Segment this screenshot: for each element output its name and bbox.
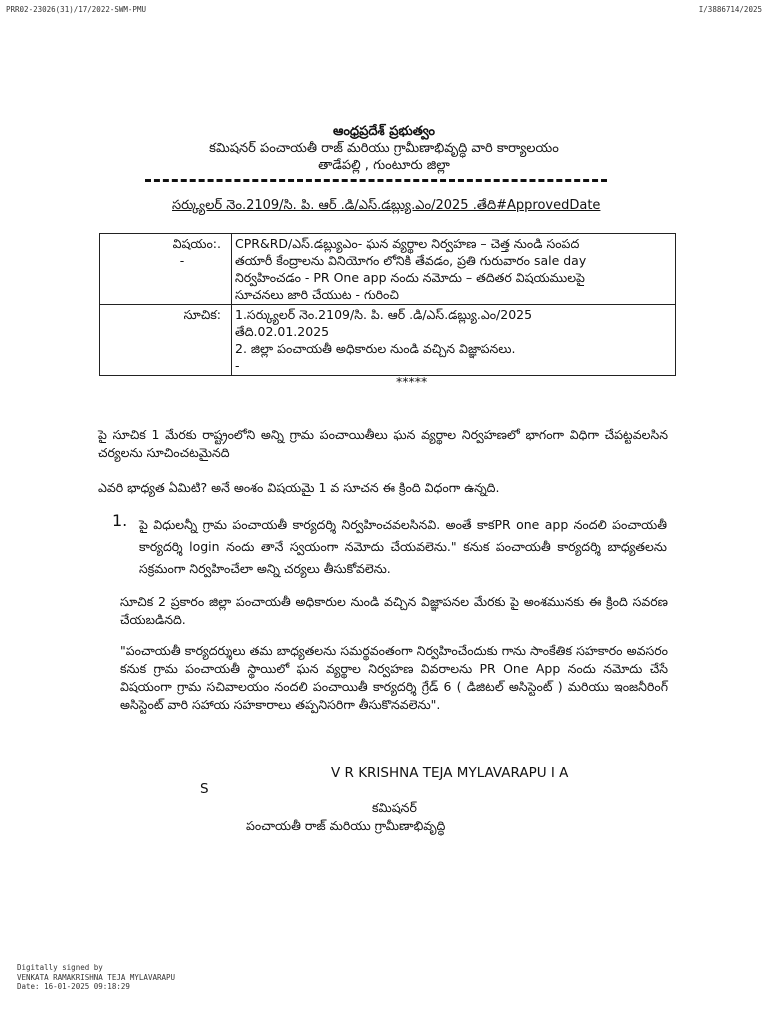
office-location: తాడేపల్లి , గుంటూరు జిల్లా <box>318 158 450 173</box>
header-divider <box>145 179 607 182</box>
digital-signature-name: VENKATA RAMAKRISHNA TEJA MYLAVARAPU <box>17 972 176 982</box>
document-number: I/3886714/2025 <box>698 5 762 14</box>
list-item-text: పై విధులన్నీ గ్రామ పంచాయతీ కార్యదర్శి నిర్వహించవలసినవి. అంతే కాకPR one app నందలి పంచాయతీ కార్యదర్శి login నందు తానే స్వయంగా నమోదు చేయవలెను." కనుక పంచాయతీ కార్యదర్శి బాధ్యతలను సక్రమంగా నిర్వహించేలా అన్ని చర్యలు తీసుకోవలెను. <box>139 517 667 576</box>
government-title: ఆంధ్రప్రదేశ్ ప్రభుత్వం <box>332 124 436 139</box>
digital-signature <box>17 963 175 992</box>
file-reference: PRR02-23026(31)/17/2022-SWM-PMU <box>6 5 146 14</box>
paragraph-4: "పంచాయతీ కార్యదర్శులు తమ బాధ్యతలను సమర్థవంతంగా నిర్వహించేందుకు గాను సాంకేతిక సహకారం అవసరం కనుక గ్రామ పంచాయతీ స్థాయిలో ఘన వ్యర్థాల నిర్వహణ వివరాలను PR One App నందు నమోదు చేసే విషయంగా గ్రామ సచివాలయం నందలి పంచాయితీ కార్యదర్శి గ్రేడ్ 6 ( డిజిటల్ అసిస్టెంట్ ) మరియు ఇంజనీరింగ్ అసిస్టెంట్ వారి సహాయ సహకారాలు తప్పనిసరిగా తీసుకొనవలెను". <box>120 643 668 712</box>
signatory-department: పంచాయతీ రాజ్ మరియు గ్రామీణాభివృద్ధి <box>246 818 446 833</box>
paragraph-1: పై సూచిక 1 మేరకు రాష్ట్రంలోని అన్ని గ్రామ పంచాయితీలు ఘన వ్యర్థాల నిర్వహణలో భాగంగా విధిగా చేపట్టవలసిన చర్యలను సూచించటమైనది <box>98 427 668 460</box>
subject-line: తయారీ కేంద్రాలను వినియోగం లోనికి తేవడం, ప్రతి గురువారం sale day <box>235 253 587 268</box>
reference-line: తేది.02.01.2025 <box>235 324 330 339</box>
subject-row <box>100 234 676 305</box>
subject-text-cell <box>232 234 676 305</box>
subject-line: సూచనలు జారి చేయుట - గురించి <box>235 287 399 302</box>
office-title: కమిషనర్ పంచాయతీ రాజ్ మరియు గ్రామీణాభివృద్ధి వారి కార్యాలయం <box>209 141 559 156</box>
signatory-name: V R KRISHNA TEJA MYLAVARAPU I A <box>331 765 569 781</box>
reference-line: 2. జిల్లా పంచాయతీ అధికారుల నుండి వచ్చిన విజ్ఞాపనలు. <box>235 341 516 356</box>
signatory-name-continued: S <box>200 781 209 797</box>
reference-line: 1.సర్క్యులర్ నెం.2109/సి. పి. ఆర్ .డి/ఎస్.డబ్ల్యు.ఎం/2025 <box>235 307 533 322</box>
reference-label-cell <box>100 305 232 376</box>
reference-row <box>100 305 676 376</box>
subject-line: నిర్వహించడం - PR One app నందు నమోదు – తదితర విషయములపై <box>235 270 585 285</box>
subject-label-cell <box>100 234 232 305</box>
subject-line: CPR&RD/ఎస్.డబ్ల్యుఎం- ఘన వ్యర్థాల నిర్వహణ – చెత్త నుండి సంపద <box>235 236 580 251</box>
circular-number: సర్క్యులర్ నెం.2109/సి. పి. ఆర్ .డి/ఎస్.డబ్ల్యు.ఎం/2025 .తేది#ApprovedDate <box>172 198 601 213</box>
list-item-number: 1. <box>112 511 128 530</box>
separator-stars: ***** <box>396 374 428 389</box>
subject-label: విషయం:. <box>172 236 221 251</box>
reference-label: సూచిక: <box>183 307 221 322</box>
digital-signature-label: Digitally signed by <box>17 963 103 972</box>
paragraph-3: సూచిక 2 ప్రకారం జిల్లా పంచాయతీ అధికారుల నుండి వచ్చిన విజ్ఞాపనల మేరకు పై అంశమునకు ఈ క్రింది సవరణ చేయబడినది. <box>120 594 668 627</box>
subject-table <box>99 233 676 376</box>
digital-signature-date: Date: 16-01-2025 09:18:29 <box>17 982 130 991</box>
signatory-designation: కమిషనర్ <box>372 800 417 815</box>
subject-dash: - <box>179 253 185 268</box>
paragraph-2: ఎవరి భాధ్యత ఏమిటి? అనే అంశం విషయమై 1 వ సూచన ఈ క్రింది విధంగా ఉన్నది. <box>98 480 500 495</box>
reference-text-cell <box>232 305 676 376</box>
reference-line: - <box>235 358 240 373</box>
